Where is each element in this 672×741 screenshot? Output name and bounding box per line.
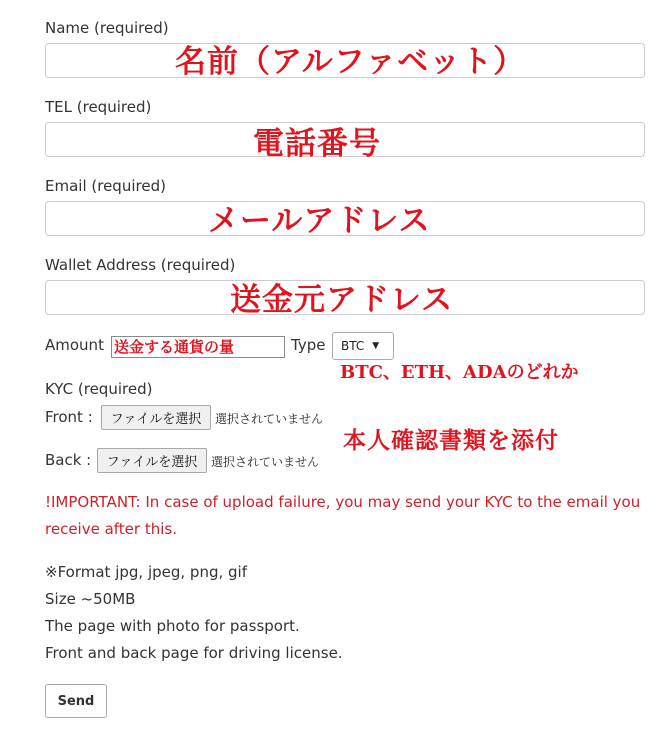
amount-label: Amount (45, 336, 104, 354)
tel-annotation: 電話番号 (253, 126, 381, 162)
chevron-down-icon: ▼ (372, 341, 380, 351)
back-choose-file-button[interactable]: ファイルを選択 (97, 448, 207, 473)
type-label: Type (291, 336, 326, 354)
front-choose-file-button[interactable]: ファイルを選択 (101, 405, 211, 430)
amount-annotation: 送金する通貨の量 (114, 338, 235, 356)
kyc-front-label: Front : (45, 408, 93, 426)
type-annotation: BTC、ETH、ADAのどれか (340, 362, 579, 383)
wallet-address-label: Wallet Address (required) (45, 256, 236, 274)
kyc-back-label: Back : (45, 451, 92, 469)
back-file-status: 選択されていません (211, 455, 320, 469)
amount-input[interactable] (111, 336, 285, 358)
type-select[interactable] (332, 332, 394, 360)
name-label: Name (required) (45, 19, 169, 37)
driving-license-info: Front and back page for driving license. (45, 644, 343, 662)
format-info: ※Format jpg, jpeg, png, gif (45, 563, 247, 581)
front-file-status: 選択されていません (215, 412, 324, 426)
email-annotation: メールアドレス (208, 203, 431, 239)
wallet-address-annotation: 送金元アドレス (230, 282, 454, 318)
kyc-annotation: 本人確認書類を添付 (343, 427, 559, 454)
passport-info: The page with photo for passport. (45, 617, 300, 635)
type-selected-value: BTC (341, 339, 365, 353)
size-info: Size ~50MB (45, 590, 136, 608)
kyc-heading: KYC (required) (45, 380, 153, 398)
email-label: Email (required) (45, 177, 166, 195)
tel-label: TEL (required) (45, 98, 152, 116)
send-button[interactable]: Send (45, 684, 107, 718)
name-annotation: 名前（アルファベット） (175, 44, 526, 80)
important-notice: !IMPORTANT: In case of upload failure, you may send your KYC to the email you receive after this. (45, 493, 641, 538)
